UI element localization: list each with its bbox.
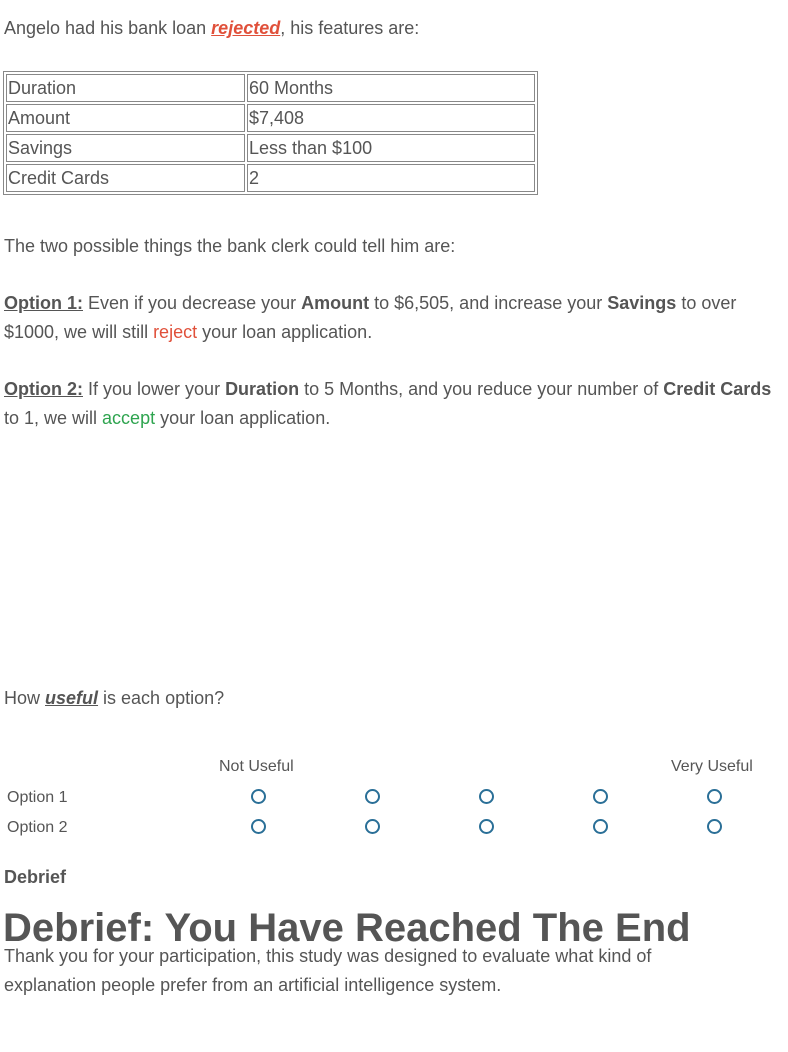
table-row xyxy=(6,134,535,162)
feature-name: Duration xyxy=(6,74,245,102)
table-row xyxy=(6,164,535,192)
option2-radio-1[interactable] xyxy=(251,819,266,834)
option1-radio-3[interactable] xyxy=(479,789,494,804)
scale-high-label: Very Useful xyxy=(671,758,753,775)
feature-name: Credit Cards xyxy=(6,164,245,192)
option2-label: Option 2: xyxy=(4,379,83,399)
table-row xyxy=(6,104,535,132)
option1-radio-4[interactable] xyxy=(593,789,608,804)
question-text: How useful is each option? xyxy=(4,688,225,708)
feature-value: 60 Months xyxy=(247,74,535,102)
scale-low-label: Not Useful xyxy=(219,758,294,775)
debrief-text: Thank you for your participation, this study was designed to evaluate what kind of explanation people prefer from an artificial intelligence system. xyxy=(4,946,652,995)
feature-value: 2 xyxy=(247,164,535,192)
feature-name: Savings xyxy=(6,134,245,162)
feature-value: $7,408 xyxy=(247,104,535,132)
feature-value: Less than $100 xyxy=(247,134,535,162)
option2-verdict: accept xyxy=(102,408,156,428)
debrief-small-heading: Debrief xyxy=(4,867,67,887)
lead-text: The two possible things the bank clerk could tell him are: xyxy=(4,236,456,256)
option2-radio-4[interactable] xyxy=(593,819,608,834)
option1-verdict: reject xyxy=(153,322,198,342)
option2-radio-2[interactable] xyxy=(365,819,380,834)
option1-radio-5[interactable] xyxy=(707,789,722,804)
intro-text: Angelo had his bank loan rejected, his features are: xyxy=(4,18,420,38)
table-row xyxy=(6,74,535,102)
row-label-option2: Option 2 xyxy=(7,819,68,836)
debrief-heading: Debrief: You Have Reached The End xyxy=(3,906,691,950)
feature-name: Amount xyxy=(6,104,245,132)
option1-label: Option 1: xyxy=(4,293,83,313)
option1-text: Option 1: Even if you decrease your Amount to $6,505, and increase your Savings to over $1000, we will still reject your loan application. xyxy=(4,293,737,342)
features-table xyxy=(3,71,538,195)
option2-radio-5[interactable] xyxy=(707,819,722,834)
option1-radio-2[interactable] xyxy=(365,789,380,804)
loan-outcome: rejected xyxy=(211,18,281,38)
option2-radio-3[interactable] xyxy=(479,819,494,834)
option2-text: Option 2: If you lower your Duration to 5 Months, and you reduce your number of Credit Cards to 1, we will accept your loan application. xyxy=(4,379,772,428)
option1-radio-1[interactable] xyxy=(251,789,266,804)
row-label-option1: Option 1 xyxy=(7,789,68,806)
